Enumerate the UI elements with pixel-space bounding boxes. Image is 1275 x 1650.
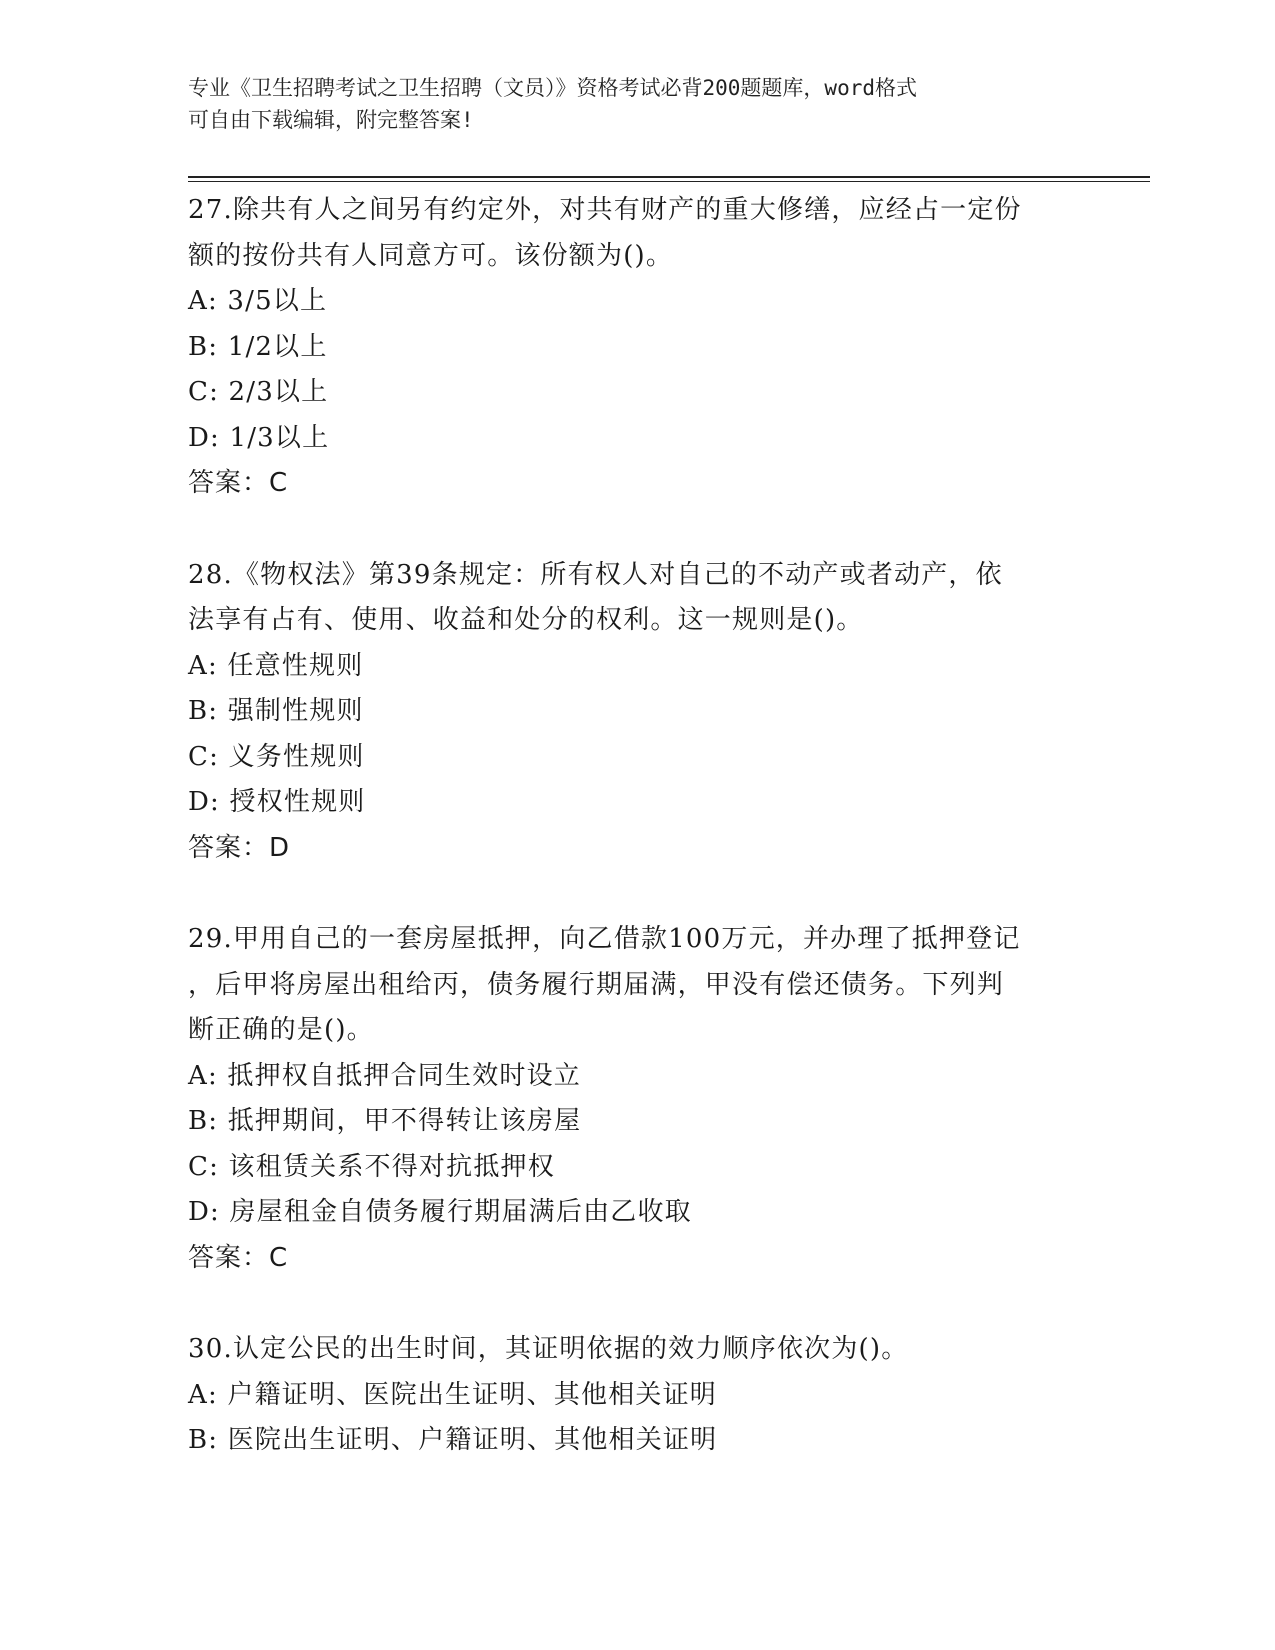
question-text: ，后甲将房屋出租给丙，债务履行期届满，甲没有偿还债务。下列判 [188,969,1005,1000]
question-list [188,188,1088,1464]
option-c: C: 义务性规则 [188,741,365,772]
question-27 [188,188,1088,507]
question-29 [188,917,1088,1281]
answer-line: 答案：C [188,468,289,498]
question-text: 29.甲用自己的一套房屋抵押，向乙借款100万元，并办理了抵押登记 [188,924,1021,954]
question-text: 28.《物权法》第39条规定：所有权人对自己的不动产或者动产，依 [188,559,1003,590]
header-rule-thick [188,176,1150,178]
header-rule-thin [188,181,1150,182]
option-b: B: 强制性规则 [188,696,364,726]
option-a: A: 户籍证明、医院出生证明、其他相关证明 [188,1379,718,1410]
answer-line: 答案：D [188,832,291,863]
header-line-1: 专业《卫生招聘考试之卫生招聘（文员）》资格考试必背200题题库，word格式 [188,76,917,100]
question-text: 30.认定公民的出生时间，其证明依据的效力顺序依次为()。 [188,1334,909,1364]
question-text: 断正确的是()。 [188,1015,374,1045]
answer-line: 答案：C [188,1242,289,1273]
option-b: B: 1/2以上 [188,331,328,362]
question-text: 额的按份共有人同意方可。该份额为()。 [188,240,674,271]
question-30 [188,1327,1088,1464]
document-header [188,72,1088,136]
question-text: 27.除共有人之间另有约定外，对共有财产的重大修缮，应经占一定份 [188,195,1022,225]
option-a: A: 抵押权自抵押合同生效时设立 [188,1060,582,1091]
option-b: B: 抵押期间，甲不得转让该房屋 [188,1106,582,1136]
option-d: D: 授权性规则 [188,787,366,817]
option-d: D: 1/3以上 [188,422,330,453]
option-c: C: 2/3以上 [188,377,329,407]
option-b: B: 医院出生证明、户籍证明、其他相关证明 [188,1425,718,1455]
question-text: 法享有占有、使用、收益和处分的权利。这一规则是()。 [188,605,864,635]
option-a: A: 3/5以上 [188,286,328,316]
option-d: D: 房屋租金自债务履行期届满后由乙收取 [188,1197,692,1227]
header-line-2: 可自由下载编辑，附完整答案! [188,108,474,132]
option-a: A: 任意性规则 [188,650,364,681]
question-28 [188,553,1088,872]
option-c: C: 该租赁关系不得对抗抵押权 [188,1151,555,1182]
